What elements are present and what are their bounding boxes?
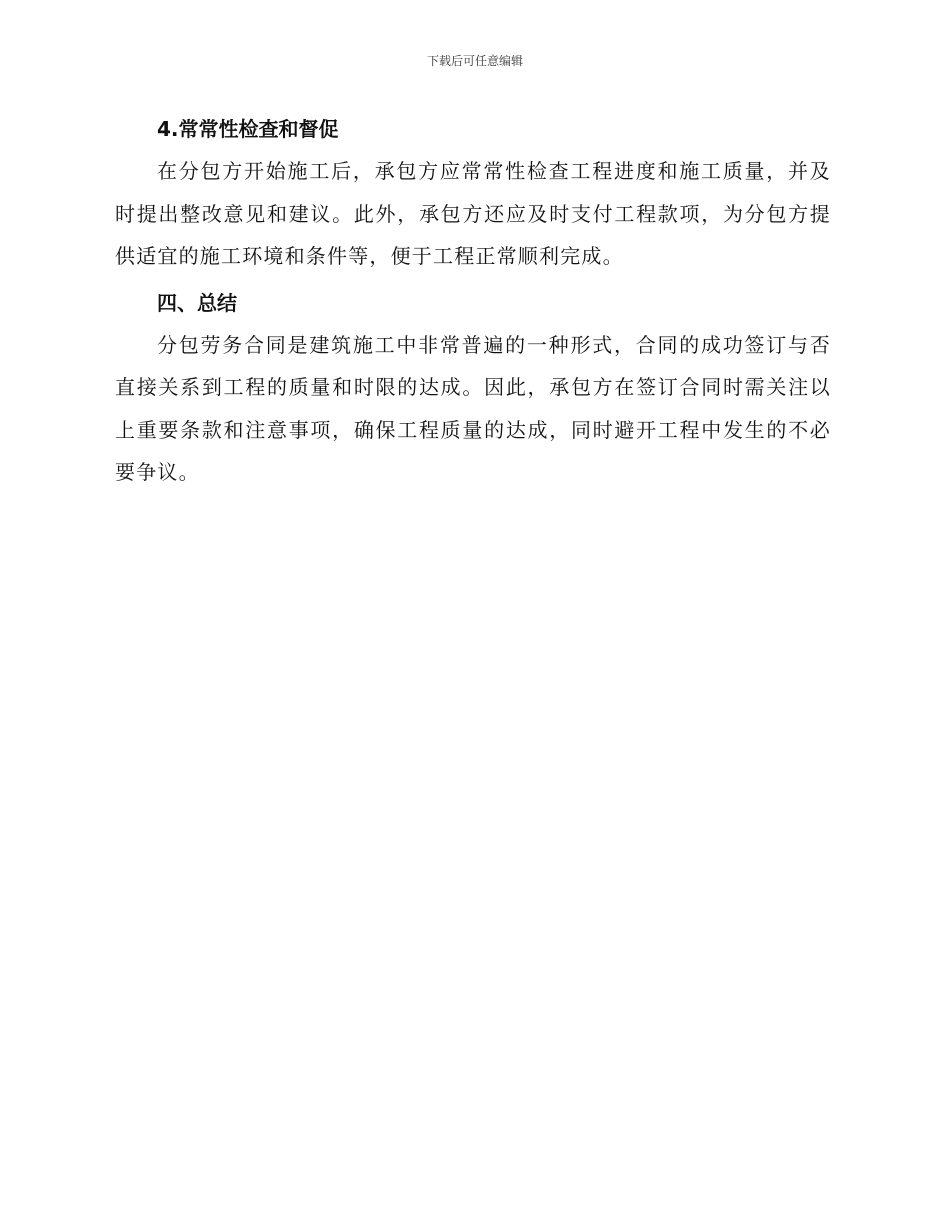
paragraph-inspection: 在分包方开始施工后，承包方应常常性检查工程进度和施工质量，并及时提出整改意见和建议。此外，承包方还应及时支付工程款项，为分包方提供适宜的施工环境和条件等，便于工程正常顺利完成。: [115, 159, 831, 268]
section-heading-summary: 四、总结: [157, 290, 237, 315]
document-body: [115, 108, 831, 496]
section-heading-inspection: 4.常常性检查和督促: [157, 117, 339, 141]
page-header: 下载后可任意编辑: [426, 54, 523, 68]
paragraph-summary: 分包劳务合同是建筑施工中非常普遍的一种形式，合同的成功签订与否直接关系到工程的质量和时限的达成。因此，承包方在签订合同时需关注以上重要条款和注意事项，确保工程质量的达成，同时避开工程中发生的不必要争议。: [115, 332, 831, 484]
